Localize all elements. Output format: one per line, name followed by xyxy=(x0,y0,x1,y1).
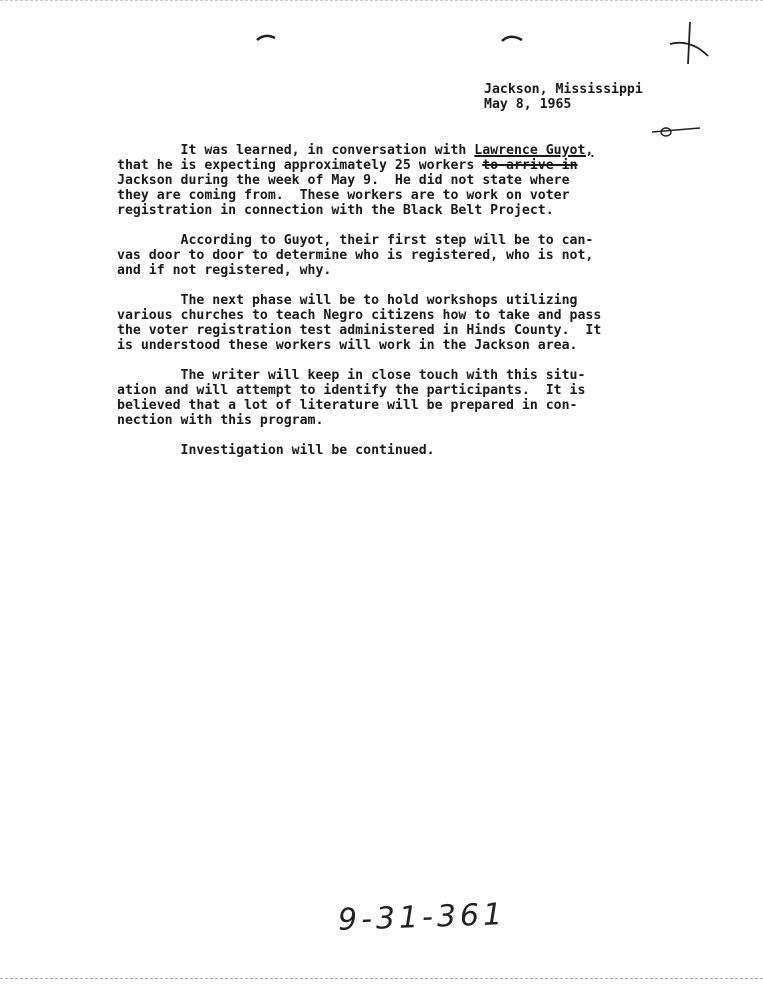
date-line: May 8, 1965 xyxy=(484,97,572,112)
text-line: It was learned, in conversation with xyxy=(117,143,475,158)
text-line: Investigation will be continued. xyxy=(117,443,435,458)
memo-body xyxy=(117,143,677,458)
top-edge-dashes xyxy=(0,0,763,3)
text-line: various churches to teach Negro citizens how to take and pass xyxy=(117,308,602,323)
text-line: According to Guyot, their first step will be to can- xyxy=(117,233,594,248)
handwritten-file-number: 9-31-361 xyxy=(337,897,507,938)
paragraph-1 xyxy=(117,143,593,218)
top-center-mark xyxy=(500,32,524,44)
text-line: nection with this program. xyxy=(117,413,324,428)
text-line: the voter registration test administered in Hinds County. It xyxy=(117,323,602,338)
text-line: registration in connection with the Black Belt Project. xyxy=(117,203,554,218)
text-line: that he is expecting approximately 25 workers xyxy=(117,158,483,173)
text-line: they are coming from. These workers are to work on voter xyxy=(117,188,570,203)
text-line: believed that a lot of literature will be prepared in con- xyxy=(117,398,578,413)
text-line: is understood these workers will work in the Jackson area. xyxy=(117,338,578,353)
text-line: and if not registered, why. xyxy=(117,263,332,278)
top-left-mark xyxy=(255,32,277,42)
text-line: The next phase will be to hold workshops utilizing xyxy=(117,293,578,308)
text-line: The writer will keep in close touch with this situ- xyxy=(117,368,586,383)
text-line: vas door to door to determine who is registered, who is not, xyxy=(117,248,594,263)
paragraph-2 xyxy=(117,233,593,278)
corner-check-mark xyxy=(668,20,710,68)
underlined-name: Lawrence Guyot, xyxy=(474,143,594,158)
text-line: Jackson during the week of May 9. He did not state where xyxy=(117,173,570,188)
dateline xyxy=(484,82,643,112)
paragraph-4 xyxy=(117,368,585,428)
text-line: ation and will attempt to identify the participants. It is xyxy=(117,383,586,398)
bottom-edge-dashes xyxy=(0,978,763,981)
paragraph-3 xyxy=(117,293,601,353)
paragraph-5 xyxy=(117,443,435,458)
struck-text: to arrive in xyxy=(482,158,578,173)
location-line: Jackson, Mississippi xyxy=(484,82,643,97)
margin-mark xyxy=(648,122,704,138)
